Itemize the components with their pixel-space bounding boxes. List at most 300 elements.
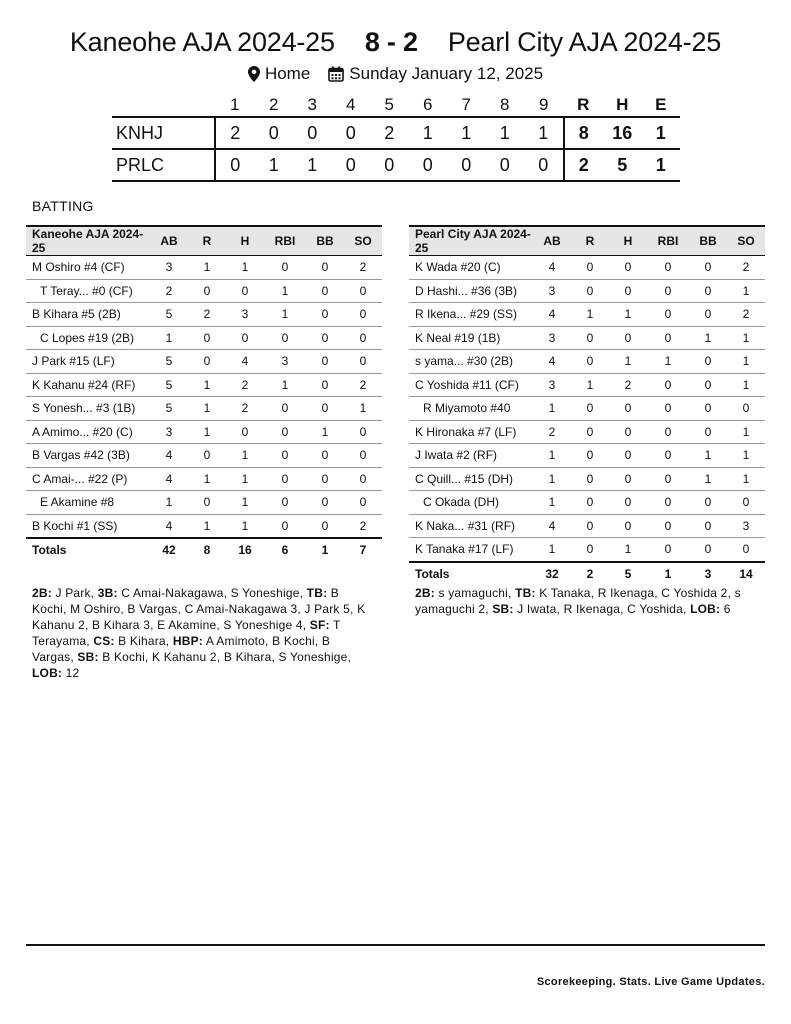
player-name: E Akamine #8 (26, 491, 150, 515)
player-row (409, 467, 765, 491)
stat-note-text: K Tanaka, R Ikenaga, C Yoshida 2, s yamaguchi 2, (415, 586, 741, 616)
errors-total: 1 (642, 117, 681, 149)
batting-notes-away (32, 585, 372, 681)
player-stat: 1 (188, 373, 226, 397)
stat-note-label: TB: (306, 586, 328, 600)
player-stat: 0 (264, 420, 306, 444)
player-stat: 1 (533, 444, 571, 468)
player-stat: 0 (344, 491, 382, 515)
player-stat: 2 (727, 256, 765, 280)
player-stat: 2 (344, 514, 382, 538)
inning-score: 0 (370, 149, 409, 181)
home-team-name: Pearl City AJA 2024-25 (447, 26, 722, 57)
inning-score: 0 (332, 149, 371, 181)
inning-header: 5 (384, 95, 394, 114)
player-stat: 0 (571, 491, 609, 515)
player-name: T Teray... #0 (CF) (26, 279, 150, 303)
player-stat: 0 (647, 467, 689, 491)
player-stat: 2 (727, 303, 765, 327)
player-stat: 1 (344, 397, 382, 421)
player-name: K Wada #20 (C) (409, 256, 533, 280)
player-stat: 1 (533, 491, 571, 515)
player-stat: 0 (306, 444, 344, 468)
player-stat: 4 (533, 303, 571, 327)
player-stat: 1 (264, 303, 306, 327)
player-row (26, 350, 382, 374)
hits-total: 5 (603, 149, 642, 181)
player-stat: 1 (264, 279, 306, 303)
player-stat: 0 (306, 467, 344, 491)
player-stat: 2 (150, 279, 188, 303)
runs-total: 8 (564, 117, 604, 149)
totals-stat: 6 (264, 538, 306, 561)
player-stat: 0 (647, 326, 689, 350)
totals-row (26, 538, 382, 561)
player-stat: 0 (571, 538, 609, 562)
inning-score: 0 (409, 149, 448, 181)
linescore-row-away (112, 117, 680, 149)
player-stat: 1 (226, 256, 264, 280)
stat-note-text: C Amai-Nakagawa, S Yoneshige, (117, 586, 307, 600)
footer-tagline: Scorekeeping. Stats. Live Game Updates. (536, 976, 765, 988)
stat-note-label: SF: (309, 618, 330, 632)
batting-notes-home (415, 585, 765, 617)
footer-divider (26, 944, 765, 946)
inning-score: 0 (447, 149, 486, 181)
player-stat: 0 (306, 303, 344, 327)
player-stat: 1 (188, 514, 226, 538)
errors-header: E (655, 95, 667, 114)
stat-note-text: T Terayama, (32, 618, 341, 648)
player-stat: 0 (609, 256, 647, 280)
player-stat: 0 (609, 397, 647, 421)
player-name: J Iwata #2 (RF) (409, 444, 533, 468)
player-stat: 0 (689, 373, 727, 397)
player-stat: 0 (647, 303, 689, 327)
inning-score: 1 (409, 117, 448, 149)
stat-note-text: B Kochi, M Oshiro, B Vargas, C Amai-Nakagawa 3, J Park 5, K Kahanu 2, B Kihara 3, E Akamine, S Yoneshige 4, (32, 586, 366, 632)
player-stat: 0 (647, 279, 689, 303)
player-stat: 0 (571, 397, 609, 421)
player-stat: 0 (689, 279, 727, 303)
stat-note-text: A Amimoto, B Kochi, B Vargas, (32, 634, 331, 664)
player-stat: 0 (609, 444, 647, 468)
stat-note-text: B Kihara, (114, 634, 173, 648)
player-stat: 0 (727, 538, 765, 562)
player-stat: 3 (533, 279, 571, 303)
player-row (26, 444, 382, 468)
player-stat: 0 (344, 420, 382, 444)
player-stat: 1 (533, 397, 571, 421)
stat-column-header: AB (150, 226, 188, 256)
inning-score: 1 (524, 117, 564, 149)
player-name: R Ikena... #29 (SS) (409, 303, 533, 327)
stat-note-text: s yamaguchi, (434, 586, 516, 600)
player-stat: 0 (571, 279, 609, 303)
final-score: 8 - 2 (364, 26, 418, 57)
player-stat: 3 (264, 350, 306, 374)
player-stat: 0 (188, 491, 226, 515)
date-label: Sunday January 12, 2025 (349, 64, 544, 83)
stat-column-header: BB (689, 226, 727, 256)
player-stat: 1 (533, 467, 571, 491)
inning-score: 2 (370, 117, 409, 149)
inning-score: 1 (293, 149, 332, 181)
player-name: B Kochi #1 (SS) (26, 514, 150, 538)
stat-note-label: 2B: (415, 586, 435, 600)
player-stat: 2 (226, 373, 264, 397)
runs-header: R (577, 95, 590, 114)
linescore-row-home (112, 149, 680, 181)
player-stat: 5 (150, 397, 188, 421)
player-stat: 0 (609, 420, 647, 444)
game-info (0, 62, 791, 86)
player-stat: 4 (533, 350, 571, 374)
player-row (409, 373, 765, 397)
player-stat: 1 (609, 350, 647, 374)
player-stat: 1 (226, 444, 264, 468)
stat-note-text: 12 (62, 666, 80, 680)
stat-column-header: H (226, 226, 264, 256)
totals-row (409, 562, 765, 585)
player-stat: 4 (533, 514, 571, 538)
stat-column-header: R (571, 226, 609, 256)
player-stat: 0 (306, 373, 344, 397)
totals-stat: 5 (609, 562, 647, 585)
away-team-name: Kaneohe AJA 2024-25 (69, 26, 335, 57)
player-stat: 0 (571, 514, 609, 538)
player-stat: 0 (306, 514, 344, 538)
location-info (248, 64, 310, 84)
inning-score: 1 (447, 117, 486, 149)
player-stat: 0 (264, 467, 306, 491)
player-stat: 0 (188, 350, 226, 374)
player-stat: 0 (344, 279, 382, 303)
player-stat: 0 (344, 350, 382, 374)
player-stat: 1 (188, 467, 226, 491)
linescore-header-row (112, 94, 680, 117)
player-stat: 2 (533, 420, 571, 444)
player-stat: 0 (226, 279, 264, 303)
player-stat: 1 (188, 256, 226, 280)
totals-label: Totals (409, 562, 533, 585)
player-stat: 1 (571, 373, 609, 397)
player-stat: 0 (306, 256, 344, 280)
player-stat: 0 (647, 514, 689, 538)
stat-note-label: LOB: (32, 666, 63, 680)
stat-column-header: SO (344, 226, 382, 256)
player-stat: 0 (264, 397, 306, 421)
inning-score: 0 (332, 117, 371, 149)
player-stat: 2 (226, 397, 264, 421)
player-stat: 1 (226, 514, 264, 538)
inning-score: 0 (293, 117, 332, 149)
runs-total: 2 (564, 149, 604, 181)
player-name: C Lopes #19 (2B) (26, 326, 150, 350)
inning-score: 1 (486, 117, 525, 149)
player-stat: 3 (533, 326, 571, 350)
player-stat: 0 (689, 538, 727, 562)
player-stat: 1 (226, 491, 264, 515)
player-stat: 0 (571, 467, 609, 491)
player-stat: 0 (188, 279, 226, 303)
player-stat: 4 (533, 256, 571, 280)
player-stat: 0 (689, 350, 727, 374)
inning-score: 0 (486, 149, 525, 181)
location-label: Home (264, 64, 311, 83)
player-name: S Yonesh... #3 (1B) (26, 397, 150, 421)
player-row (26, 491, 382, 515)
linescore-team-header (112, 94, 215, 117)
player-stat: 0 (571, 350, 609, 374)
location-pin-icon (248, 66, 260, 82)
stat-column-header: RBI (647, 226, 689, 256)
player-stat: 0 (264, 326, 306, 350)
player-row (409, 538, 765, 562)
player-stat: 3 (226, 303, 264, 327)
inning-header: 8 (500, 95, 510, 114)
hits-header: H (616, 95, 629, 114)
player-stat: 1 (188, 397, 226, 421)
inning-header: 7 (461, 95, 471, 114)
player-stat: 0 (647, 538, 689, 562)
player-stat: 0 (727, 397, 765, 421)
player-stat: 0 (344, 326, 382, 350)
player-name: K Naka... #31 (RF) (409, 514, 533, 538)
player-stat: 5 (150, 303, 188, 327)
player-stat: 1 (727, 373, 765, 397)
team-abbrev: KNHJ (112, 117, 215, 149)
player-row (409, 514, 765, 538)
player-row (26, 279, 382, 303)
player-stat: 0 (689, 256, 727, 280)
player-stat: 0 (306, 397, 344, 421)
batting-team-header: Kaneohe AJA 2024-25 (26, 226, 150, 256)
player-name: C Yoshida #11 (CF) (409, 373, 533, 397)
player-name: J Park #15 (LF) (26, 350, 150, 374)
inning-header: 6 (423, 95, 433, 114)
player-stat: 0 (306, 350, 344, 374)
player-stat: 0 (647, 420, 689, 444)
stat-column-header: H (609, 226, 647, 256)
totals-stat: 14 (727, 562, 765, 585)
player-stat: 0 (306, 326, 344, 350)
player-stat: 1 (727, 444, 765, 468)
totals-stat: 3 (689, 562, 727, 585)
player-stat: 0 (609, 467, 647, 491)
player-stat: 1 (264, 373, 306, 397)
player-stat: 0 (571, 420, 609, 444)
stat-column-header: AB (533, 226, 571, 256)
totals-label: Totals (26, 538, 150, 561)
player-stat: 1 (226, 467, 264, 491)
stat-note-text: J Iwata, R Ikenaga, C Yoshida, (513, 602, 691, 616)
player-stat: 0 (727, 491, 765, 515)
player-stat: 0 (188, 444, 226, 468)
player-stat: 4 (150, 514, 188, 538)
player-name: K Hironaka #7 (LF) (409, 420, 533, 444)
player-name: B Vargas #42 (3B) (26, 444, 150, 468)
player-stat: 1 (727, 350, 765, 374)
totals-stat: 2 (571, 562, 609, 585)
inning-header: 3 (307, 95, 317, 114)
player-row (26, 373, 382, 397)
player-stat: 0 (609, 326, 647, 350)
stat-note-text: J Park, (51, 586, 98, 600)
stat-note-label: CS: (93, 634, 115, 648)
player-stat: 1 (689, 467, 727, 491)
inning-score: 0 (215, 149, 255, 181)
player-name: C Amai-... #22 (P) (26, 467, 150, 491)
stat-column-header: SO (727, 226, 765, 256)
totals-stat: 7 (344, 538, 382, 561)
totals-stat: 16 (226, 538, 264, 561)
player-row (409, 491, 765, 515)
player-name: s yama... #30 (2B) (409, 350, 533, 374)
player-stat: 1 (571, 303, 609, 327)
batting-header-row (26, 226, 382, 256)
inning-header: 2 (269, 95, 279, 114)
stat-note-label: 3B: (97, 586, 118, 600)
player-stat: 0 (647, 373, 689, 397)
player-stat: 2 (609, 373, 647, 397)
player-stat: 0 (647, 444, 689, 468)
player-stat: 0 (689, 420, 727, 444)
batting-header-row (409, 226, 765, 256)
batting-team-header: Pearl City AJA 2024-25 (409, 226, 533, 256)
stat-note-label: 2B: (32, 586, 52, 600)
player-stat: 0 (609, 491, 647, 515)
player-row (26, 256, 382, 280)
player-row (409, 444, 765, 468)
player-stat: 0 (226, 420, 264, 444)
stat-note-label: HBP: (172, 634, 204, 648)
batting-table-home (409, 225, 765, 585)
totals-stat: 1 (647, 562, 689, 585)
player-stat: 4 (150, 467, 188, 491)
totals-stat: 8 (188, 538, 226, 561)
player-stat: 2 (344, 373, 382, 397)
player-name: C Quill... #15 (DH) (409, 467, 533, 491)
inning-score: 0 (255, 117, 294, 149)
player-row (409, 420, 765, 444)
player-stat: 0 (344, 444, 382, 468)
player-stat: 5 (150, 373, 188, 397)
player-stat: 0 (689, 491, 727, 515)
player-stat: 0 (571, 444, 609, 468)
player-stat: 1 (533, 538, 571, 562)
player-stat: 4 (226, 350, 264, 374)
hits-total: 16 (603, 117, 642, 149)
totals-stat: 32 (533, 562, 571, 585)
totals-stat: 1 (306, 538, 344, 561)
stat-column-header: RBI (264, 226, 306, 256)
stat-note-text: 6 (720, 602, 731, 616)
player-stat: 0 (571, 326, 609, 350)
player-stat: 0 (689, 514, 727, 538)
team-abbrev: PRLC (112, 149, 215, 181)
player-stat: 1 (727, 326, 765, 350)
player-stat: 0 (647, 397, 689, 421)
player-stat: 3 (150, 256, 188, 280)
stat-column-header: R (188, 226, 226, 256)
calendar-icon (328, 66, 344, 82)
player-stat: 1 (727, 420, 765, 444)
player-stat: 0 (609, 514, 647, 538)
player-stat: 0 (306, 491, 344, 515)
player-row (26, 514, 382, 538)
player-row (26, 303, 382, 327)
player-stat: 1 (609, 538, 647, 562)
batting-table-away (26, 225, 382, 561)
linescore-table (112, 94, 680, 182)
player-stat: 0 (344, 303, 382, 327)
player-stat: 1 (188, 420, 226, 444)
section-title-batting: BATTING (32, 198, 94, 214)
player-row (26, 420, 382, 444)
player-name: C Okada (DH) (409, 491, 533, 515)
player-row (409, 326, 765, 350)
player-stat: 2 (344, 256, 382, 280)
game-header (0, 22, 791, 62)
stat-column-header: BB (306, 226, 344, 256)
stat-note-text: B Kochi, K Kahanu 2, B Kihara, S Yoneshige, (98, 650, 351, 664)
player-row (409, 279, 765, 303)
player-stat: 3 (533, 373, 571, 397)
player-stat: 1 (727, 279, 765, 303)
player-row (409, 256, 765, 280)
player-stat: 0 (647, 491, 689, 515)
player-row (409, 303, 765, 327)
stat-note-label: LOB: (690, 602, 721, 616)
player-stat: 1 (689, 444, 727, 468)
player-name: R Miyamoto #40 (409, 397, 533, 421)
player-stat: 0 (609, 279, 647, 303)
player-stat: 2 (188, 303, 226, 327)
player-stat: 5 (150, 350, 188, 374)
player-row (26, 326, 382, 350)
player-name: A Amimo... #20 (C) (26, 420, 150, 444)
player-row (26, 467, 382, 491)
player-name: D Hashi... #36 (3B) (409, 279, 533, 303)
stat-note-label: SB: (492, 602, 514, 616)
player-row (26, 397, 382, 421)
player-stat: 0 (188, 326, 226, 350)
date-info (328, 64, 543, 84)
player-stat: 1 (689, 326, 727, 350)
player-name: K Tanaka #17 (LF) (409, 538, 533, 562)
inning-score: 1 (255, 149, 294, 181)
player-stat: 4 (150, 444, 188, 468)
player-stat: 0 (306, 279, 344, 303)
inning-header: 4 (346, 95, 356, 114)
player-stat: 0 (647, 256, 689, 280)
player-name: M Oshiro #4 (CF) (26, 256, 150, 280)
player-row (409, 397, 765, 421)
player-stat: 0 (226, 326, 264, 350)
inning-header: 9 (539, 95, 549, 114)
stat-note-label: TB: (515, 586, 536, 600)
player-name: B Kihara #5 (2B) (26, 303, 150, 327)
player-stat: 0 (264, 514, 306, 538)
player-stat: 0 (689, 397, 727, 421)
player-stat: 1 (609, 303, 647, 327)
player-stat: 1 (647, 350, 689, 374)
player-row (409, 350, 765, 374)
player-stat: 0 (264, 491, 306, 515)
inning-header: 1 (230, 95, 240, 114)
player-stat: 0 (264, 444, 306, 468)
